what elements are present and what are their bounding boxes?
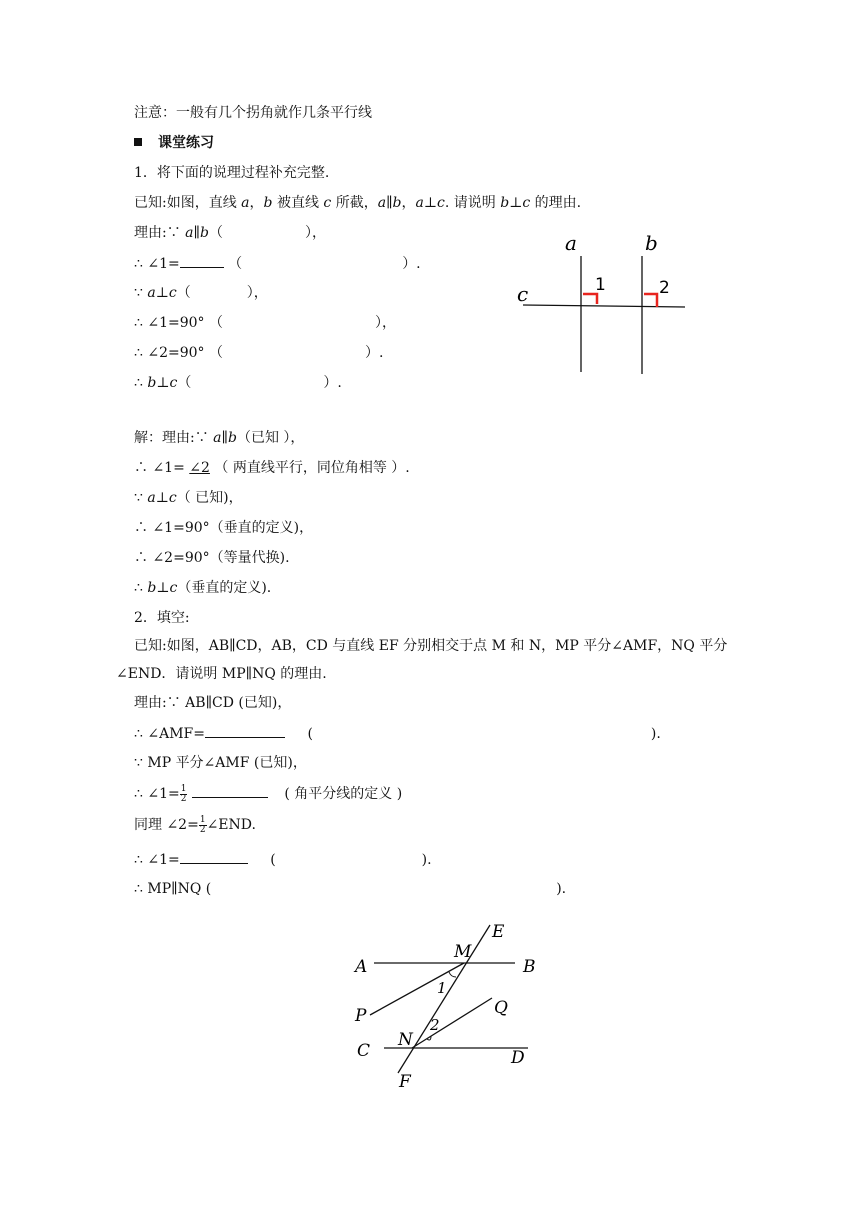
q2-reason-3: ∵ MP 平分∠AMF (已知)， <box>134 755 307 771</box>
q1-solution-line-3: ∵ a⊥c（ 已知)， <box>134 490 243 506</box>
q1-solution-line-5: ∴ ∠2=90°（等量代换). <box>134 550 290 566</box>
q2-title: 2．填空: <box>134 610 190 626</box>
section-title: 课堂练习 <box>158 135 214 151</box>
angle-arc-1 <box>449 972 456 977</box>
label-a: a <box>565 231 577 255</box>
blank-angle-1[interactable] <box>180 849 248 864</box>
q1-figure <box>505 228 695 378</box>
label-P: P <box>355 1006 367 1026</box>
q2-reason-4: ∴ ∠1= $\frac{1}{2}$ ( 角平分线的定义 ) <box>134 783 403 804</box>
fraction-half: $\frac{1}{2}$ <box>180 783 187 804</box>
label-Q: Q <box>494 998 508 1018</box>
label-D: D <box>511 1048 525 1068</box>
line-c <box>523 305 685 307</box>
blank-half-angle[interactable] <box>192 783 268 798</box>
label-A: A <box>355 957 368 977</box>
label-N: N <box>398 1030 413 1050</box>
note-line: 注意：一般有几个拐角就作几条平行线 <box>134 105 372 121</box>
q1-reason-line-5: ∴ ∠2=90° （ ）. <box>134 345 384 361</box>
right-angle-mark-1 <box>583 294 597 304</box>
q2-reason-5: 同理 ∠2= $\frac{1}{2}$ ∠END. <box>134 814 256 835</box>
label-angle-2: 2 <box>430 1016 440 1034</box>
q2-given-2: ∠END．请说明 MP∥NQ 的理由. <box>116 666 327 682</box>
label-C: C <box>357 1041 371 1061</box>
q1-reason-line-1: 理由:∵ a∥b（ ）， <box>134 225 326 241</box>
q1-given: 已知:如图，直线 a，b 被直线 c 所截，a∥b，a⊥c. 请说明 b⊥c 的理由. <box>134 195 582 211</box>
square-bullet-icon <box>134 138 142 146</box>
q1-solution-line-6: ∴ b⊥c（垂直的定义). <box>134 580 272 596</box>
q2-given-1: 已知:如图，AB∥CD，AB，CD 与直线 EF 分别相交于点 M 和 N，MP 平分∠AMF，NQ 平分 <box>134 638 728 654</box>
label-b: b <box>645 231 658 255</box>
line-ef <box>398 925 490 1073</box>
q2-reason-1: 理由:∵ AB∥CD (已知)， <box>134 695 292 711</box>
q1-solution-line-2: ∴ ∠1= ∠2 （ 两直线平行，同位角相等 ）. <box>134 460 410 476</box>
q1-reason-line-4: ∴ ∠1=90° （ ）， <box>134 315 396 331</box>
q2-reason-6: ∴ ∠1= ( ). <box>134 849 432 870</box>
q2-figure <box>350 915 550 1095</box>
right-angle-mark-2 <box>644 294 657 307</box>
label-angle-1: 1 <box>595 275 606 295</box>
q1-reason-line-6: ∴ b⊥c（ ）. <box>134 375 342 391</box>
blank-angle[interactable] <box>180 253 224 268</box>
label-angle-1: 1 <box>437 979 447 997</box>
q2-reason-2: ∴ ∠AMF= ( ). <box>134 723 661 744</box>
label-E: E <box>492 922 505 942</box>
label-B: B <box>523 957 536 977</box>
q1-reason-line-3: ∵ a⊥c（ ）， <box>134 285 268 301</box>
label-M: M <box>454 942 472 962</box>
filled-answer: ∠2 <box>189 460 210 476</box>
q2-reason-7: ∴ MP∥NQ ( ). <box>134 881 567 897</box>
fraction-half-2: $\frac{1}{2}$ <box>199 814 206 835</box>
q1-solution-line-1: 解：理由:∵ a∥b（已知 ）， <box>134 430 305 446</box>
label-F: F <box>399 1072 411 1092</box>
q1-reason-line-2: ∴ ∠1= （ ）. <box>134 253 421 274</box>
ray-nq <box>412 998 492 1048</box>
label-angle-2: 2 <box>659 278 670 298</box>
blank-amf[interactable] <box>205 723 285 738</box>
section-heading <box>134 133 214 153</box>
q1-title: 1．将下面的说理过程补充完整. <box>134 165 330 181</box>
label-c: c <box>517 282 529 306</box>
q1-solution-line-4: ∴ ∠1=90°（垂直的定义)， <box>134 520 314 536</box>
